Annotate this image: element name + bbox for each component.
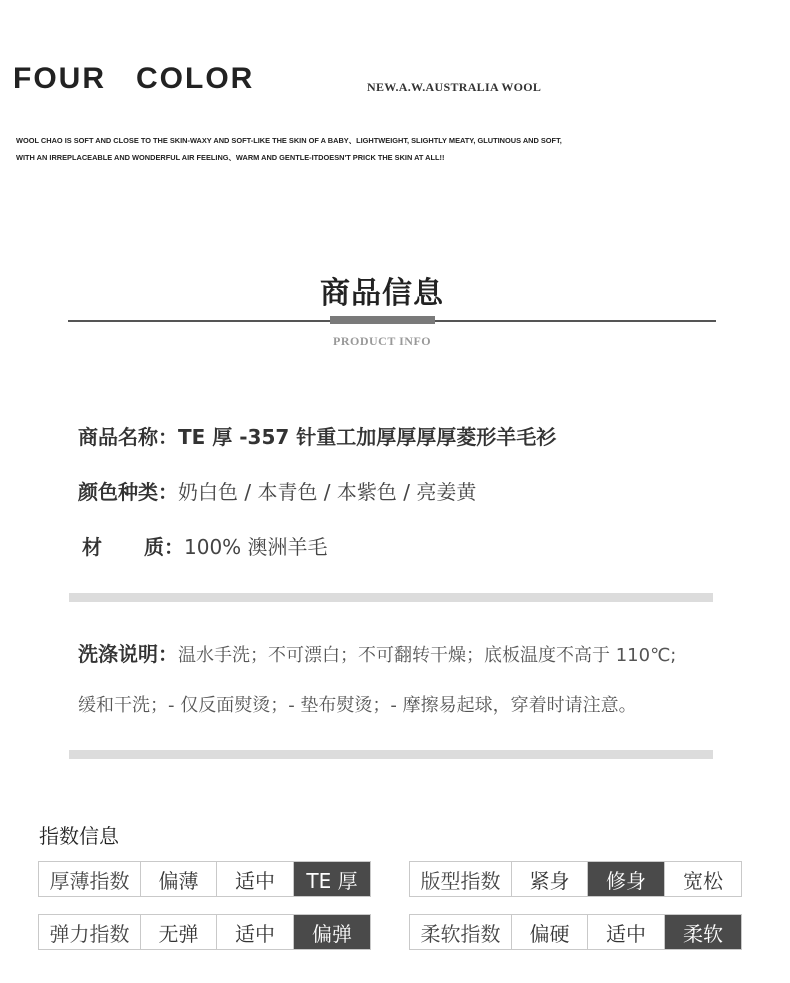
index-option-selected: TE 厚	[293, 862, 370, 896]
index-option-selected: 偏弹	[293, 915, 370, 949]
product-color-value: 奶白色 / 本青色 / 本紫色 / 亮姜黄	[178, 480, 477, 504]
wash-instructions-line-1	[78, 638, 676, 667]
wash-instructions-line-2: 缓和干洗；- 仅反面熨烫；- 垫布熨烫；- 摩擦易起球，穿着时请注意。	[78, 695, 637, 716]
index-table-elasticity	[38, 914, 371, 950]
index-table-fit	[409, 861, 742, 897]
index-option: 无弹	[140, 915, 216, 949]
section-subtitle: PRODUCT INFO	[333, 334, 432, 348]
product-name-row	[78, 421, 556, 450]
index-option: 偏薄	[140, 862, 216, 896]
divider-band-top	[69, 593, 713, 602]
index-option: 适中	[216, 862, 293, 896]
product-material-label-b: 质：	[144, 535, 184, 559]
title-accent-bar	[330, 316, 435, 324]
product-material-row	[82, 531, 328, 560]
product-color-row	[78, 476, 476, 505]
index-label: 弹力指数	[49, 921, 130, 946]
index-table-softness	[409, 914, 742, 950]
index-option: 宽松	[664, 862, 741, 896]
brand-tagline: NEW.A.W.AUSTRALIA WOOL	[367, 80, 542, 94]
product-material-value: 100% 澳洲羊毛	[184, 535, 328, 559]
index-label: 版型指数	[420, 868, 501, 893]
product-name-label: 商品名称：	[78, 425, 178, 449]
index-option: 适中	[216, 915, 293, 949]
brand-description	[16, 132, 562, 166]
wash-label: 洗涤说明：	[78, 642, 178, 666]
product-name-value: TE 厚 -357 针重工加厚厚厚厚菱形羊毛衫	[178, 425, 557, 449]
product-color-label: 颜色种类：	[78, 480, 178, 504]
index-option-selected: 修身	[587, 862, 664, 896]
section-title: 商品信息	[320, 276, 444, 311]
description-line-2: WITH AN IRREPLACEABLE AND WONDERFUL AIR FEELING、WARM AND GENTLE-ITDOESN'T PRICK THE SKIN AT ALL!!	[16, 153, 445, 162]
index-table-thickness	[38, 861, 371, 897]
index-label: 柔软指数	[420, 921, 501, 946]
index-option: 适中	[587, 915, 664, 949]
wash-text-1: 温水手洗；不可漂白；不可翻转干燥；底板温度不高于 110℃;	[178, 645, 677, 666]
index-option: 偏硬	[511, 915, 587, 949]
product-material-label-a: 材	[82, 535, 102, 559]
description-line-1: WOOL CHAO IS SOFT AND CLOSE TO THE SKIN-WAXY AND SOFT-LIKE THE SKIN OF A BABY、LIGHTWEIGHT, SLIGHTLY MEATY, GLUTINOUS AND SOFT,	[16, 136, 562, 145]
index-label: 厚薄指数	[49, 868, 130, 893]
brand-title	[13, 62, 254, 96]
index-title: 指数信息	[39, 824, 119, 848]
divider-band-bottom	[69, 750, 713, 759]
index-option-selected: 柔软	[664, 915, 741, 949]
brand-word-color: COLOR	[136, 62, 255, 95]
brand-word-four: FOUR	[13, 62, 106, 95]
index-option: 紧身	[511, 862, 587, 896]
